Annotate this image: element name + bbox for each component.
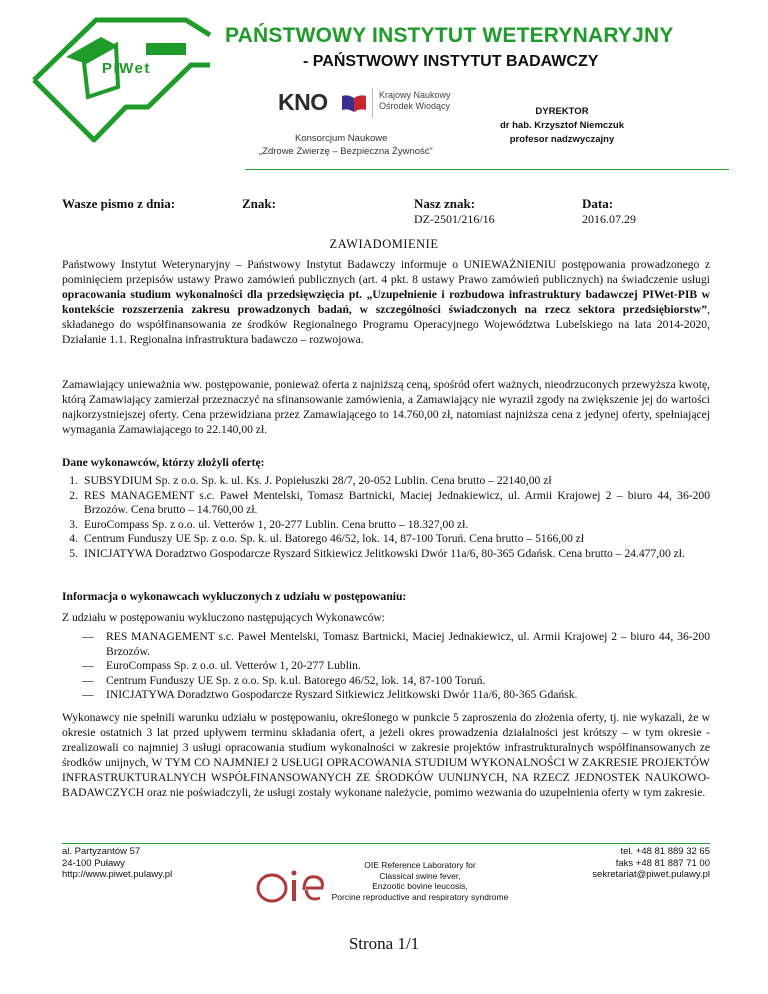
institute-title: PAŃSTWOWY INSTYTUT WETERYNARYJNY xyxy=(225,24,674,47)
piwet-logo xyxy=(26,15,216,145)
date-label: Data: xyxy=(582,196,614,211)
list-item xyxy=(62,659,710,674)
excluded-marker: — xyxy=(82,673,94,687)
director-rank: profesor nadzwyczajny xyxy=(509,134,615,145)
notice-heading: ZAWIADOMIENIE xyxy=(329,237,439,251)
header-divider xyxy=(245,169,729,170)
excluded-text: RES MANAGEMENT s.c. Paweł Mentelski, Tomasz Bartnicki, Maciej Jednakiewicz, ul. Armii Krajowej 2 – biuro 44, 36-200 Brzozów. xyxy=(106,630,710,658)
consortium-line1: Konsorcjum Naukowe xyxy=(295,133,388,144)
address-street: al. Partyzantów 57 xyxy=(62,846,141,857)
consortium-line2: „Zdrowe Zwierzę – Bezpieczna Żywność” xyxy=(259,146,433,157)
list-item xyxy=(62,630,710,659)
excluded-marker: — xyxy=(82,688,94,702)
excluded-list xyxy=(62,630,710,703)
kno-logo xyxy=(278,86,468,120)
excluded-intro: Z udziału w postępowaniu wykluczono następujących Wykonawców: xyxy=(62,611,385,624)
intro-text-a: Państwowy Instytut Weterynaryjny – Państwowy Instytut Badawczy informuje o UNIEWAŻNIENIU postępowania prowadzonego z pominięciem przepisów ustawy Prawo zamówień publicznych (art. 4 pkt. 8 ustawy Prawo zamówień publicznych) na świadczenie usługi xyxy=(62,258,710,286)
excluded-marker: — xyxy=(82,659,94,673)
bidder-marker: 5. xyxy=(69,546,78,560)
list-item xyxy=(62,532,710,547)
sign-label: Znak: xyxy=(242,196,276,211)
excluded-text: Centrum Funduszy UE Sp. z o.o. Sp. k.ul. Batorego 46/52, lok. 14, 87-100 Toruń. xyxy=(106,673,486,687)
list-item xyxy=(62,489,710,518)
logo-text: PIWet xyxy=(102,60,151,77)
your-letter-label: Wasze pismo z dnia: xyxy=(62,196,176,211)
contact-phone: tel. +48 81 889 32 65 xyxy=(620,846,710,857)
paragraph-intro xyxy=(62,257,710,347)
oie-line2: Classical swine fever, xyxy=(379,870,461,881)
oie-logo xyxy=(252,860,330,910)
oie-line3: Enzootic bovine leucosis, xyxy=(372,881,468,891)
bidder-marker: 2. xyxy=(69,488,78,502)
bidder-marker: 3. xyxy=(69,517,78,531)
excluded-text: EuroCompass Sp. z o.o. ul. Vetterów 1, 20-277 Lublin. xyxy=(106,659,361,673)
director-name: dr hab. Krzysztof Niemczuk xyxy=(499,120,625,131)
date-value: 2016.07.29 xyxy=(582,212,636,226)
address-city: 24-100 Puławy xyxy=(62,857,125,869)
list-item xyxy=(62,547,710,562)
list-item xyxy=(62,688,710,703)
oie-reference xyxy=(330,860,510,902)
contact-fax: faks +48 81 887 71 00 xyxy=(615,857,710,869)
excluded-heading: Informacja o wykonawcach wykluczonych z udziału w postępowaniu: xyxy=(62,590,407,603)
paragraph-final: Wykonawcy nie spełnili warunku udziału w postępowaniu, określonego w punkcie 5 zaproszenia do złożenia oferty, tj. nie wykazali, że w okresie ostatnich 3 lat przed upływem terminu składania ofert, a jeżeli okres prowadzenia działalności jest krótszy – w tym okresie - zrealizowali co najmniej 3 usługi opracowania studium wykonalności w zakresie projektów infrastrukturalnych współfinansowanych ze środków unijnych, W TYM CO NAJMNIEJ 2 USŁUGI OPRACOWANIA STUDIUM WYKONALNOŚCI W ZAKRESIE PROJEKTÓW INFRASTRUKTURALNYCH WSPÓŁFINANSOWANYCH ZE ŚRODKÓW UUNIJNYCH, NA RZECZ JEDNOSTEK NAUKOWO-BADAWCZYCH oraz nie poświadczyli, że usługi zostały wykonane należycie, pomimo wezwania do uzupełnienia oferty w tym zakresie. xyxy=(62,711,710,799)
bidders-list xyxy=(62,474,710,562)
bidder-text: INICJATYWA Doradztwo Gospodarcze Ryszard Sitkiewicz Jelitkowski Dwór 11a/6, 80-365 Gdańsk. Cena brutto – 24.477,00 zł. xyxy=(84,546,685,560)
bidder-text: EuroCompass Sp. z o.o. ul. Vetterów 1, 20-277 Lublin. Cena brutto – 18.327,00 zł. xyxy=(84,517,469,531)
footer-address xyxy=(62,846,172,881)
book-icon xyxy=(341,94,367,112)
bidder-marker: 1. xyxy=(69,474,78,487)
list-item xyxy=(62,474,710,489)
bidder-text: RES MANAGEMENT s.c. Paweł Mentelski, Tomasz Bartnicki, Maciej Jednakiewicz, ul. Armii Krajowej 2 – biuro 44, 36-200 Brzozów. Cena brutto – 14.760,00 zł. xyxy=(84,488,710,517)
footer-divider xyxy=(62,843,710,844)
director-title: DYREKTOR xyxy=(535,106,589,117)
kno-line2: Ośrodek Wiodący xyxy=(379,101,451,111)
list-item xyxy=(62,674,710,689)
footer-contact xyxy=(500,846,710,881)
intro-text-c: , składanego do współfinansowania ze środków Regionalnego Programu Operacyjnego Województwa Lubelskiego na lata 2014-2020, Działanie 1.1. Regionalna infrastruktura badawczo – rozwojowa. xyxy=(62,303,710,346)
bidders-heading: Dane wykonawców, którzy złożyli ofertę: xyxy=(62,456,265,469)
kno-separator xyxy=(372,88,373,118)
page-number: Strona 1/1 xyxy=(348,934,420,953)
contact-email[interactable]: sekretariat@piwet.pulawy.pl xyxy=(592,869,710,880)
intro-text-bold: opracowania studium wykonalności dla przedsięwzięcia pt. „Uzupełnienie i rozbudowa infrastruktury badawczej PIWet-PIB w kontekście rozszerzenia zakresu prowadzonych badań, w szczególności świadczonych na rzecz sektora przedsiębiorstw” xyxy=(62,288,710,316)
list-item xyxy=(62,518,710,533)
bidder-marker: 4. xyxy=(69,532,78,546)
bidder-text: SUBSYDIUM Sp. z o.o. Sp. k. ul. Ks. J. Popiełuszki 28/7, 20-052 Lublin. Cena brutto – 22140,00 zł xyxy=(84,474,552,487)
oie-line4: Porcine reproductive and respiratory syndrome xyxy=(331,891,509,902)
institute-subtitle: - PAŃSTWOWY INSTYTUT BADAWCZY xyxy=(303,53,599,70)
paragraph-reason: Zamawiający unieważnia ww. postępowanie, ponieważ oferta z najniższą ceną, spośród ofert ważnych, nieodrzuconych przewyższa kwotę, którą Zamawiający zamierzał przeznaczyć na sfinansowanie zamówienia, a Zamawiający nie wyraził zgody na zwiększenie jej do wartości najkorzystniejszej oferty. Cena przewidziana przez Zamawiającego to 14.760,00 zł, natomiast najniższa cena z jedynej oferty, spełniającej wymagania Zamawiającego to 22.140,00 zł. xyxy=(62,378,710,436)
our-sign-value: DZ-2501/216/16 xyxy=(414,212,495,226)
excluded-marker: — xyxy=(82,630,94,643)
oie-line1: OIE Reference Laboratory for xyxy=(364,860,476,870)
address-website[interactable]: http://www.piwet.pulawy.pl xyxy=(62,869,173,880)
kno-line1: Krajowy Naukowy xyxy=(379,90,451,100)
our-sign-label: Nasz znak: xyxy=(414,196,476,211)
excluded-text: INICJATYWA Doradztwo Gospodarcze Ryszard Sitkiewicz Jelitkowski Dwór 11a/6, 80-365 Gdańsk. xyxy=(106,688,578,702)
kno-word: KNO xyxy=(278,89,328,115)
bidder-text: Centrum Funduszy UE Sp. z o.o. Sp. k. ul. Batorego 46/52, lok. 14, 87-100 Toruń. Cena brutto – 5166,00 zł xyxy=(84,532,585,546)
